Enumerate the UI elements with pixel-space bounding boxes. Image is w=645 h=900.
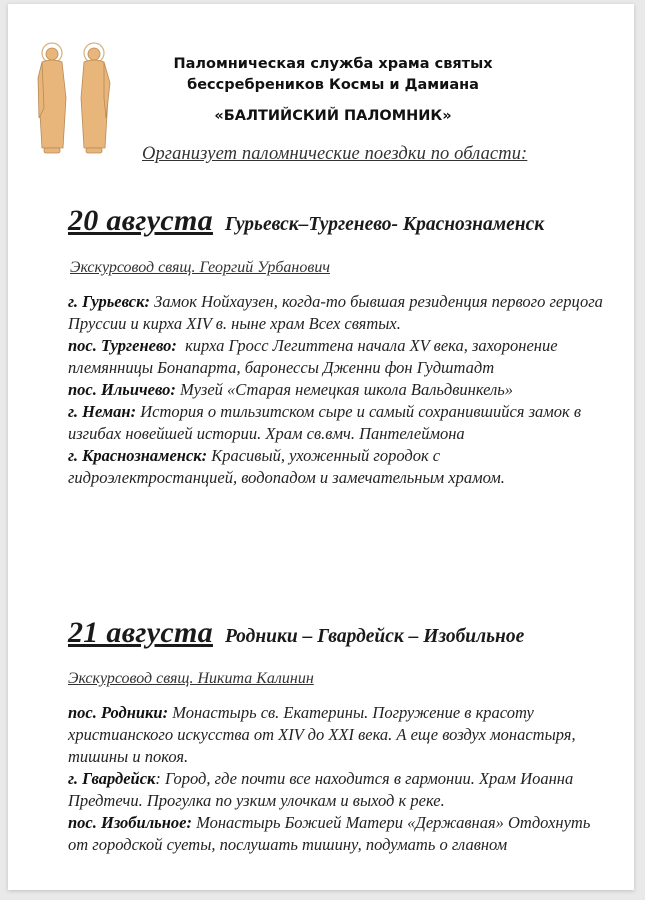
stop-item bbox=[68, 812, 608, 856]
stop-label: г. Гурьевск: bbox=[68, 292, 150, 311]
trip-date: 20 августа bbox=[68, 204, 213, 237]
stop-label: пос. Изобильное: bbox=[68, 813, 192, 832]
document-page bbox=[8, 4, 634, 890]
organization-title-line2: бессребреников Космы и Дамиана bbox=[187, 77, 479, 93]
trip-stops bbox=[68, 702, 608, 856]
stop-text: : Город, где почти все находится в гармонии. Храм Иоанна Предтечи. Прогулка по узким улочкам и выход к реке. bbox=[68, 769, 574, 810]
trip-heading bbox=[68, 204, 544, 238]
stop-item bbox=[68, 768, 608, 812]
stop-item bbox=[68, 445, 608, 489]
stop-text: Замок Нойхаузен, когда-то бывшая резиденция первого герцога Пруссии и кирха XIV в. ныне храм Всех святых. bbox=[68, 292, 603, 333]
organization-title bbox=[128, 54, 538, 96]
stop-item bbox=[68, 379, 608, 401]
stop-text: История о тильзитском сыре и самый сохранившийся замок в изгибах новейшей истории. Храм св.вмч. Пантелеймона bbox=[68, 402, 582, 443]
stop-text: Музей «Старая немецкая школа Вальдвинкель» bbox=[180, 380, 514, 399]
trip-guide: Экскурсовод свящ. Георгий Урбанович bbox=[70, 259, 330, 276]
stop-text: Монастырь Божией Матери «Державная» Отдохнуть от городской суеты, послушать тишину, подумать о главном bbox=[68, 813, 591, 854]
organization-name: «БАЛТИЙСКИЙ ПАЛОМНИК» bbox=[214, 108, 452, 124]
trip-stops bbox=[68, 291, 608, 489]
stop-item bbox=[68, 335, 608, 379]
stop-label: г. Неман: bbox=[68, 402, 137, 421]
organization-title-line1: Паломническая служба храма святых bbox=[173, 56, 493, 72]
trip-route: Гурьевск–Тургенево- Краснознаменск bbox=[224, 214, 545, 235]
trip-heading bbox=[68, 616, 524, 650]
saints-cosmas-damian-icon bbox=[30, 38, 120, 160]
stop-label: г. Краснознаменск: bbox=[68, 446, 208, 465]
stop-label: пос. Ильичево: bbox=[68, 380, 176, 399]
stop-item bbox=[68, 702, 608, 768]
stop-text: кирха Гросс Легиттена начала XV века, захоронение племянницы Бонапарта, баронессы Дженни фон Гудштадт bbox=[68, 336, 558, 377]
stop-item bbox=[68, 291, 608, 335]
stop-label: пос. Родники: bbox=[68, 703, 169, 722]
subtitle: Организует паломнические поездки по области: bbox=[142, 144, 528, 164]
stop-label: г. Гвардейск bbox=[68, 769, 156, 788]
trip-guide: Экскурсовод свящ. Никита Калинин bbox=[68, 670, 314, 687]
trip-route: Родники – Гвардейск – Изобильное bbox=[224, 626, 525, 647]
stop-label: пос. Тургенево: bbox=[68, 336, 177, 355]
stop-item bbox=[68, 401, 608, 445]
stop-text: Монастырь св. Екатерины. Погружение в красоту христианского искусства от XIV до XXI века. А еще воздух монастыря, тишины и покоя. bbox=[68, 703, 576, 766]
stop-text: Красивый, ухоженный городок с гидроэлектростанцией, водопадом и замечательным храмом. bbox=[68, 446, 505, 487]
trip-date: 21 августа bbox=[68, 616, 213, 649]
